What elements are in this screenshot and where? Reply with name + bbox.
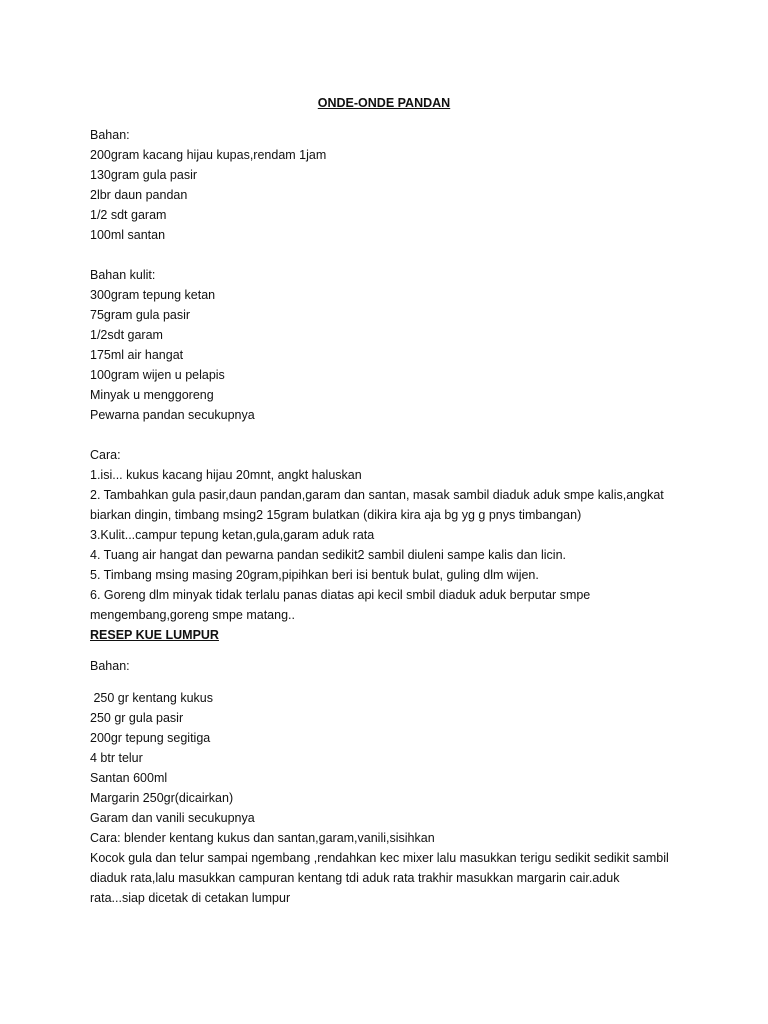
cara-section <box>90 445 700 645</box>
ingredient-line: Santan 600ml <box>90 771 168 785</box>
bahan-section <box>90 125 700 245</box>
ingredient-line: 100gram wijen u pelapis <box>90 368 225 382</box>
ingredient-line: 2lbr daun pandan <box>90 188 188 202</box>
step-line: rata...siap dicetak di cetakan lumpur <box>90 891 291 905</box>
ingredient-line: 300gram tepung ketan <box>90 288 216 302</box>
step-line: 4. Tuang air hangat dan pewarna pandan sedikit2 sambil diuleni sampe kalis dan licin. <box>90 548 566 562</box>
step-line: 1.isi... kukus kacang hijau 20mnt, angkt haluskan <box>90 468 362 482</box>
ingredient-line: 1/2sdt garam <box>90 328 163 342</box>
ingredient-line: 75gram gula pasir <box>90 308 191 322</box>
step-line: Kocok gula dan telur sampai ngembang ,rendahkan kec mixer lalu masukkan terigu sedikit sedikit sambil <box>90 851 669 865</box>
bahan-heading: Bahan: <box>90 128 130 142</box>
recipe-title-onde-onde: ONDE-ONDE PANDAN <box>317 96 451 110</box>
ingredient-line: 175ml air hangat <box>90 348 184 362</box>
ingredient-line: Garam dan vanili secukupnya <box>90 811 255 825</box>
kue-lumpur-bahan-heading-block <box>90 656 700 676</box>
ingredient-line: 1/2 sdt garam <box>90 208 167 222</box>
step-line: 6. Goreng dlm minyak tidak terlalu panas diatas api kecil smbil diaduk aduk berputar smpe <box>90 588 591 602</box>
step-line: Cara: blender kentang kukus dan santan,garam,vanili,sisihkan <box>90 831 435 845</box>
step-line: mengembang,goreng smpe matang.. <box>90 608 295 622</box>
bahan-kulit-heading: Bahan kulit: <box>90 268 156 282</box>
ingredient-line: Pewarna pandan secukupnya <box>90 408 255 422</box>
bahan-heading: Bahan: <box>90 659 130 673</box>
ingredient-line: Minyak u menggoreng <box>90 388 214 402</box>
step-line: biarkan dingin, timbang msing2 15gram bulatkan (dikira kira aja bg yg g pnys timbangan) <box>90 508 582 522</box>
ingredient-line: 200gr tepung segitiga <box>90 731 211 745</box>
ingredient-line: 4 btr telur <box>90 751 143 765</box>
step-line: 5. Timbang msing masing 20gram,pipihkan beri isi bentuk bulat, guling dlm wijen. <box>90 568 539 582</box>
ingredient-line: 130gram gula pasir <box>90 168 198 182</box>
ingredient-line: 100ml santan <box>90 228 166 242</box>
ingredient-line: Margarin 250gr(dicairkan) <box>90 791 234 805</box>
step-line: diaduk rata,lalu masukkan campuran kentang tdi aduk rata trakhir masukkan margarin cair.aduk <box>90 871 620 885</box>
kue-lumpur-section <box>90 688 700 908</box>
bahan-kulit-section <box>90 265 700 425</box>
ingredient-line: 250 gr kentang kukus <box>90 691 213 705</box>
recipe-title-kue-lumpur: RESEP KUE LUMPUR <box>90 628 219 642</box>
ingredient-line: 200gram kacang hijau kupas,rendam 1jam <box>90 148 327 162</box>
ingredient-line: 250 gr gula pasir <box>90 711 184 725</box>
step-line: 2. Tambahkan gula pasir,daun pandan,garam dan santan, masak sambil diaduk aduk smpe kalis,angkat <box>90 488 664 502</box>
step-line: 3.Kulit...campur tepung ketan,gula,garam aduk rata <box>90 528 375 542</box>
cara-heading: Cara: <box>90 448 121 462</box>
